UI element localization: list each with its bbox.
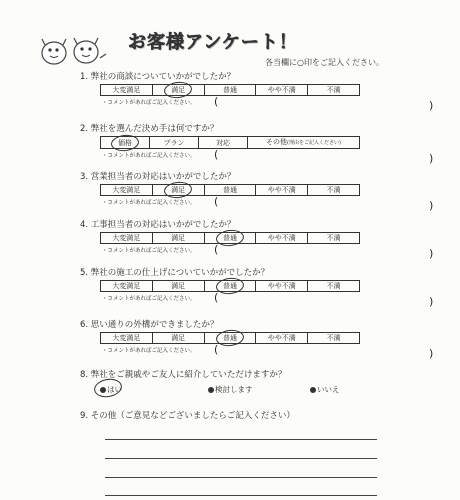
question-6	[80, 319, 434, 360]
option-service[interactable]: 対応	[199, 137, 248, 149]
option-satisfied[interactable]: 満足	[152, 333, 204, 344]
question-5-options	[100, 280, 360, 292]
option-dissatisfied[interactable]: 不満	[308, 85, 360, 96]
paren-open: (	[214, 148, 219, 161]
comment-label: ・コメントがあればご記入ください。	[102, 296, 196, 302]
paren-close: )	[429, 295, 434, 308]
paren-close: )	[429, 247, 434, 260]
answer-line[interactable]	[105, 458, 377, 459]
option-dissatisfied[interactable]: 不満	[308, 281, 360, 292]
option-very-satisfied[interactable]: 大変満足	[101, 333, 153, 344]
answer-line[interactable]	[105, 495, 377, 496]
option-neutral[interactable]: 普通	[204, 85, 256, 96]
question-4	[80, 219, 434, 260]
question-2-text: 2. 弊社を選んだ決め手は何ですか？	[80, 124, 219, 134]
option-somewhat-dissatisfied[interactable]: やや不満	[256, 233, 308, 244]
question-8-text: 8. 弊社をご親戚やご友人に紹介していただけますか？	[80, 370, 287, 380]
option-dissatisfied[interactable]: 不満	[308, 185, 360, 196]
question-8	[80, 369, 380, 382]
question-6-options	[100, 332, 360, 344]
comment-field[interactable]	[102, 343, 434, 360]
option-plan[interactable]: プラン	[150, 137, 199, 149]
answer-line[interactable]	[105, 477, 377, 478]
question-1-text: 1. 弊社の商談についていかがでしたか？	[80, 72, 236, 82]
paren-open: (	[214, 291, 219, 304]
comment-field[interactable]	[102, 148, 434, 165]
question-4-options	[100, 232, 360, 244]
comment-label: ・コメントがあればご記入ください。	[102, 348, 196, 354]
page-title: お客様アンケート！	[128, 32, 298, 53]
option-satisfied[interactable]: 満足	[152, 185, 204, 196]
question-1-options	[100, 84, 360, 96]
comment-label: ・コメントがあればご記入ください。	[102, 248, 196, 254]
option-very-satisfied[interactable]: 大変満足	[101, 281, 153, 292]
option-very-satisfied[interactable]: 大変満足	[101, 185, 153, 196]
option-satisfied[interactable]: 満足	[152, 233, 204, 244]
option-yes[interactable]: はい	[100, 384, 122, 395]
question-9-text: 9. その他（ご意見などございましたらご記入ください）	[80, 411, 295, 421]
option-somewhat-dissatisfied[interactable]: やや不満	[256, 185, 308, 196]
paren-open: (	[214, 95, 219, 108]
paren-close: )	[429, 199, 434, 212]
option-very-satisfied[interactable]: 大変満足	[101, 233, 153, 244]
paren-close: )	[429, 99, 434, 112]
option-neutral[interactable]: 普通	[204, 281, 256, 292]
bullet-dot-icon	[310, 387, 316, 393]
question-1	[80, 71, 434, 112]
option-somewhat-dissatisfied[interactable]: やや不満	[256, 333, 308, 344]
question-9	[80, 410, 380, 423]
paren-open: (	[214, 195, 219, 208]
paren-close: )	[429, 152, 434, 165]
option-no[interactable]: いいえ	[310, 384, 340, 395]
option-price[interactable]: 価格	[101, 137, 150, 149]
question-2-options	[100, 136, 360, 149]
question-3-options	[100, 184, 360, 196]
mascot-illustration	[36, 34, 108, 66]
option-satisfied[interactable]: 満足	[152, 85, 204, 96]
option-dissatisfied[interactable]: 不満	[308, 333, 360, 344]
question-5	[80, 267, 434, 308]
question-3	[80, 171, 434, 212]
comment-field[interactable]	[102, 95, 434, 112]
option-satisfied[interactable]: 満足	[152, 281, 204, 292]
question-3-text: 3. 営業担当者の対応はいかがでしたか？	[80, 172, 236, 182]
paren-open: (	[214, 243, 219, 256]
comment-label: ・コメントがあればご記入ください。	[102, 100, 196, 106]
instruction-text: 各当欄に○印をご記入ください。	[265, 58, 384, 67]
question-6-text: 6. 思い通りの外構ができましたか？	[80, 320, 219, 330]
paren-close: )	[429, 347, 434, 360]
comment-field[interactable]	[102, 243, 434, 260]
comment-label: ・コメントがあればご記入ください。	[102, 153, 196, 159]
comment-field[interactable]	[102, 195, 434, 212]
question-5-text: 5. 弊社の施工の仕上げについていかがでしたか？	[80, 268, 270, 278]
answer-line[interactable]	[105, 439, 377, 440]
option-somewhat-dissatisfied[interactable]: やや不満	[256, 85, 308, 96]
paren-open: (	[214, 343, 219, 356]
option-neutral[interactable]: 普通	[204, 333, 256, 344]
option-somewhat-dissatisfied[interactable]: やや不満	[256, 281, 308, 292]
option-dissatisfied[interactable]: 不満	[308, 233, 360, 244]
bullet-dot-icon	[208, 387, 214, 393]
comment-field[interactable]	[102, 291, 434, 308]
question-2	[80, 123, 434, 165]
option-neutral[interactable]: 普通	[204, 185, 256, 196]
option-neutral[interactable]: 普通	[204, 233, 256, 244]
option-other[interactable]: その他(理由をご記入ください)	[248, 137, 360, 149]
question-4-text: 4. 工事担当者の対応はいかがでしたか？	[80, 220, 236, 230]
comment-label: ・コメントがあればご記入ください。	[102, 200, 196, 206]
option-consider[interactable]: 検討します	[208, 384, 253, 395]
option-very-satisfied[interactable]: 大変満足	[101, 85, 153, 96]
